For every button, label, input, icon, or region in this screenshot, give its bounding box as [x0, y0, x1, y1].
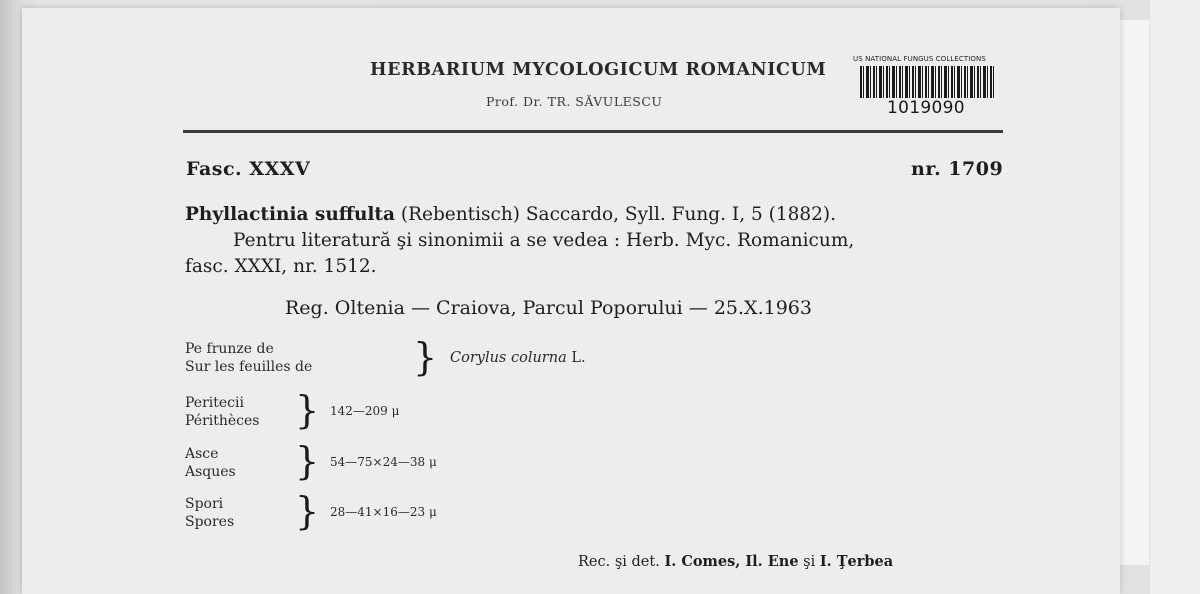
- background-edge: [1150, 0, 1200, 594]
- barcode-caption: US NATIONAL FUNGUS COLLECTIONS: [853, 55, 986, 63]
- species-name: Phyllactinia suffulta: [185, 204, 395, 225]
- perithecia-value: 142—209 μ: [330, 404, 400, 418]
- collector-conj: şi: [798, 554, 820, 570]
- specimen-number: nr. 1709: [911, 158, 1004, 180]
- species-authority: (Rebentisch) Saccardo, Syll. Fung. I, 5 (1882).: [394, 204, 837, 225]
- perithecia-label-fr: Périthèces: [185, 413, 260, 429]
- asci-value: 54—75×24—38 μ: [330, 455, 437, 469]
- asci-brace-icon: }: [295, 439, 320, 483]
- header-divider: [183, 130, 1003, 133]
- spores-value: 28—41×16—23 μ: [330, 505, 437, 519]
- host-name-line: [450, 347, 586, 366]
- asci-label-fr: Asques: [185, 464, 236, 480]
- perithecia-brace-icon: }: [295, 388, 320, 432]
- host-label-ro: Pe frunze de: [185, 341, 274, 357]
- host-label-fr: Sur les feuilles de: [185, 359, 313, 375]
- collector-prefix: Rec. şi det.: [578, 554, 665, 570]
- collector-line: [578, 553, 893, 570]
- fascicle-label: Fasc. XXXV: [186, 158, 311, 180]
- asci-label-ro: Asce: [185, 446, 219, 462]
- barcode-number: 1019090: [887, 98, 965, 118]
- spores-label-ro: Spori: [185, 496, 224, 512]
- spores-brace-icon: }: [295, 489, 320, 533]
- collector-names: I. Comes, Il. Ene: [664, 553, 799, 570]
- host-author: L.: [566, 350, 586, 366]
- herbarium-director: Prof. Dr. TR. SĂVULESCU: [486, 94, 663, 109]
- barcode-icon: [860, 66, 994, 98]
- literature-line-1: Pentru literatură şi sinonimii a se vedea : Herb. Myc. Romanicum,: [233, 230, 855, 251]
- literature-line-2: fasc. XXXI, nr. 1512.: [185, 256, 377, 277]
- collector-last: I. Ţerbea: [819, 553, 894, 570]
- spores-label-fr: Spores: [185, 514, 235, 530]
- mounting-strip: [1118, 20, 1149, 565]
- herbarium-title: HERBARIUM MYCOLOGICUM ROMANICUM: [370, 60, 827, 80]
- species-line: [185, 204, 836, 225]
- host-name: Corylus colurna: [450, 350, 567, 366]
- host-brace-icon: }: [413, 335, 438, 379]
- perithecia-label-ro: Peritecii: [185, 395, 244, 411]
- locality-line: Reg. Oltenia — Craiova, Parcul Poporului — 25.X.1963: [285, 297, 812, 319]
